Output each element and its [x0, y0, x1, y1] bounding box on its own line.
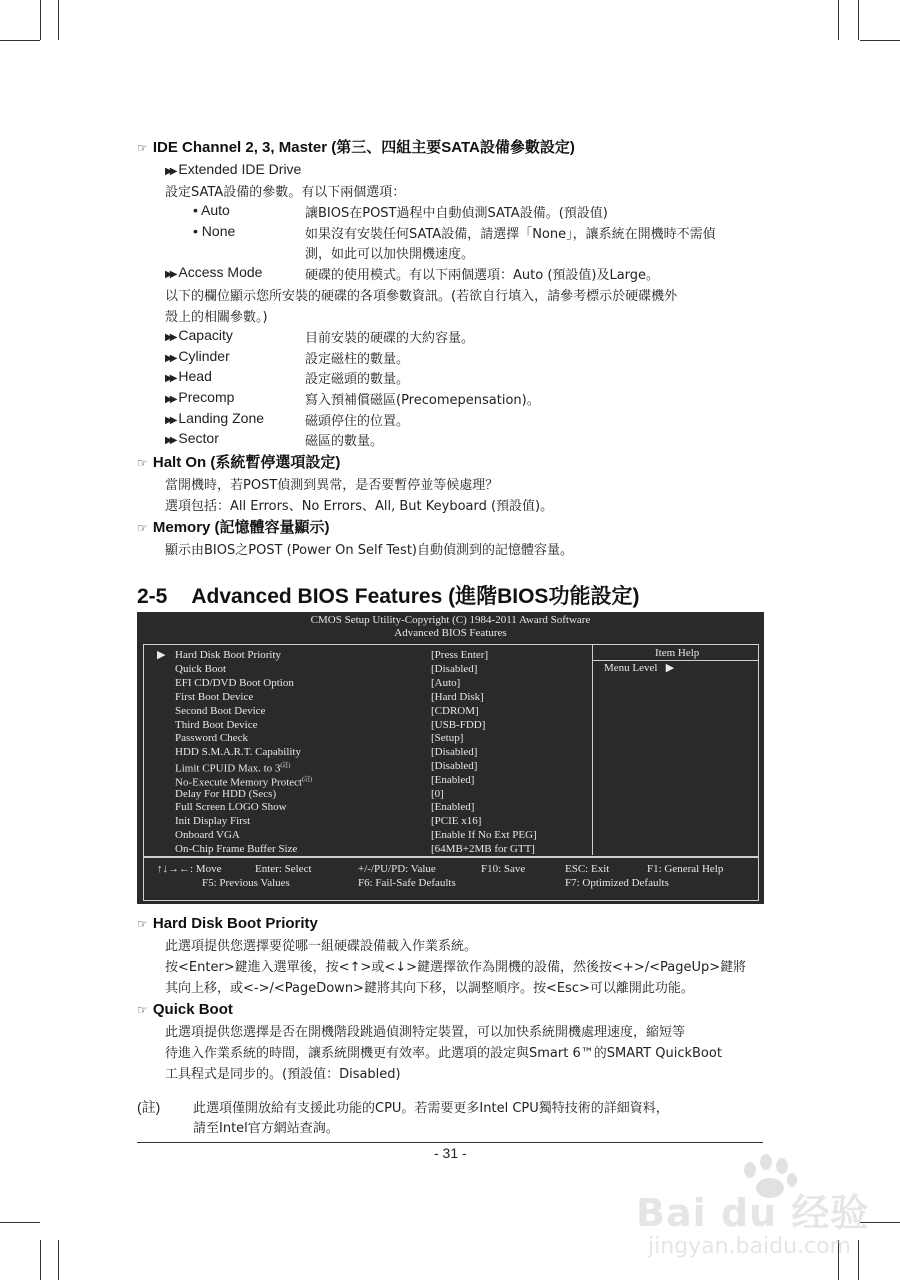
bios-header-2: Advanced BIOS Features [394, 627, 507, 639]
bios-item-value[interactable]: [Press Enter] [431, 649, 489, 661]
footer-save: F10: Save [481, 863, 526, 875]
double-arrow-icon: ▶▶ [165, 394, 175, 405]
crop-mark [0, 40, 40, 41]
bios-item-value[interactable]: [PCIE x16] [431, 815, 482, 827]
bios-item[interactable] [175, 829, 240, 841]
param-row [165, 430, 219, 446]
bios-item[interactable] [175, 705, 265, 717]
crop-mark [0, 1222, 40, 1223]
bios-item-name: EFI CD/DVD Boot Option [175, 677, 294, 689]
bios-screen [137, 612, 764, 904]
param-desc: 磁頭停住的位置。 [305, 414, 410, 429]
double-arrow-icon: ▶▶ [165, 435, 175, 446]
baidu-watermark [628, 1148, 878, 1268]
crop-mark [860, 40, 900, 41]
bios-item-name: Quick Boot [175, 663, 227, 675]
bios-item-value[interactable]: [64MB+2MB for GTT] [431, 843, 535, 855]
bios-item[interactable] [175, 677, 294, 689]
baidu-url: jingyan.baidu.com [648, 1234, 852, 1259]
footer-optimized: F7: Optimized Defaults [565, 877, 669, 889]
bios-item[interactable] [175, 815, 250, 827]
param-label: Head [178, 368, 212, 384]
memory-section [137, 516, 330, 537]
param-label: Sector [178, 430, 219, 446]
opt-auto-desc: 讓BIOS在POST過程中自動偵測SATA設備。(預設值) [305, 206, 608, 221]
param-label: Landing Zone [178, 410, 265, 426]
bios-item-name: HDD S.M.A.R.T. Capability [175, 746, 301, 758]
access-mode-desc: 硬碟的使用模式。有以下兩個選項：Auto (預設值)及Large。 [305, 268, 660, 283]
bios-item-value[interactable]: [Enable If No Ext PEG] [431, 829, 537, 841]
double-arrow-icon: ▶▶ [165, 332, 175, 343]
double-arrow-icon: ▶▶ [165, 166, 175, 177]
note-marker: (註) [302, 777, 313, 783]
param-row [165, 327, 233, 343]
hdbp-line-1: 此選項提供您選擇要從哪一組硬碟設備載入作業系統。 [165, 939, 478, 954]
qb-section [137, 999, 233, 1018]
double-arrow-icon: ▶▶ [165, 415, 175, 426]
pointing-hand-icon: ☞ [137, 141, 148, 155]
bios-item[interactable] [175, 843, 297, 855]
footer-move: ↑↓→←: Move [157, 863, 222, 875]
pointing-hand-icon: ☞ [137, 521, 148, 535]
ide-desc: 設定SATA設備的參數。有以下兩個選項： [165, 185, 406, 200]
bios-item-name: Second Boot Device [175, 705, 266, 717]
param-desc: 設定磁頭的數量。 [305, 372, 410, 387]
hdbp-heading: Hard Disk Boot Priority [152, 915, 318, 932]
hdbp-line-2: 按<Enter>鍵進入選單後，按<↑>或<↓>鍵選擇欲作為開機的設備，然後按<+>/<PageUp>鍵將 [165, 960, 747, 975]
page-number: - 31 - [434, 1145, 467, 1161]
footer-prev: F5: Previous Values [202, 877, 290, 889]
param-row [165, 368, 212, 384]
qb-line-1: 此選項提供您選擇是否在開機階段跳過偵測特定裝置，可以加快系統開機處理速度，縮短等 [165, 1025, 686, 1040]
param-label: Cylinder [178, 348, 230, 364]
footer-rule [137, 1142, 763, 1143]
bios-item-name: Full Screen LOGO Show [175, 801, 287, 813]
qb-heading: Quick Boot [152, 1001, 233, 1018]
bios-item[interactable] [175, 663, 226, 675]
bios-item[interactable] [175, 746, 301, 758]
crop-mark [58, 0, 59, 40]
double-arrow-icon: ▶▶ [165, 353, 175, 364]
pointing-hand-icon: ☞ [137, 1003, 148, 1017]
memory-heading: Memory (記憶體容量顯示) [152, 519, 330, 536]
bios-item-name: On-Chip Frame Buffer Size [175, 843, 298, 855]
footer-enter: Enter: Select [255, 863, 312, 875]
halt-heading: Halt On (系統暫停選項設定) [152, 454, 341, 471]
bios-item[interactable] [175, 719, 257, 731]
bios-item[interactable] [175, 691, 253, 703]
note-marker: (註) [280, 763, 291, 769]
section-title-text: Advanced BIOS Features (進階BIOS功能設定) [191, 585, 640, 608]
crop-mark [58, 1240, 59, 1280]
bios-item[interactable] [175, 788, 276, 800]
bios-item[interactable] [175, 801, 287, 813]
access-mode [165, 264, 262, 280]
halt-line-2: 選項包括：All Errors、No Errors、All, But Keyboard (預設值)。 [165, 499, 554, 514]
halt-section [137, 451, 340, 472]
hdbp-section [137, 913, 318, 932]
qb-line-2: 待進入作業系統的時間，讓系統開機更有效率。此選項的設定與Smart 6™的SMART QuickBoot [165, 1046, 722, 1061]
footer-help: F1: General Help [647, 863, 724, 875]
bios-item[interactable] [175, 649, 281, 661]
bios-item[interactable] [175, 732, 248, 744]
crop-mark [40, 1240, 41, 1280]
opt-none-label: • None [193, 223, 236, 239]
bios-item-name: Onboard VGA [175, 829, 240, 841]
param-label: Precomp [178, 389, 235, 405]
opt-none-desc-2: 測，如此可以加快開機速度。 [305, 247, 475, 262]
bios-divider [592, 645, 593, 855]
opt-none-desc-1: 如果沒有安裝任何SATA設備，請選擇「None」，讓系統在開機時不需偵 [305, 227, 716, 242]
bios-item-value[interactable]: [Hard Disk] [431, 691, 484, 703]
bios-header-1: CMOS Setup Utility-Copyright (C) 1984-2011 Award Software [310, 614, 591, 626]
crop-mark [40, 0, 41, 40]
param-desc: 目前安裝的硬碟的大約容量。 [305, 331, 475, 346]
access-mode-label: Access Mode [178, 264, 263, 280]
bios-item-value[interactable]: [CDROM] [431, 705, 479, 717]
menu-level-label: Menu Level [604, 662, 658, 674]
bios-item-name: Init Display First [175, 815, 251, 827]
baidu-logo-text: Bai du 经验 [636, 1191, 870, 1235]
double-arrow-icon: ▶▶ [165, 373, 175, 384]
bios-item-value[interactable]: [Disabled] [431, 760, 478, 772]
note-mark: (註) [137, 1099, 161, 1115]
params-para-2: 殼上的相關參數。) [165, 310, 268, 325]
pointing-hand-icon: ☞ [137, 917, 148, 931]
bios-item-value[interactable]: [0] [431, 788, 444, 800]
memory-line-1: 顯示由BIOS之POST (Power On Self Test)自動偵測到的記憶體容量。 [165, 543, 573, 558]
qb-line-3: 工具程式是同步的。(預設值：Disabled) [165, 1067, 401, 1082]
ide-section [137, 136, 575, 157]
param-label: Capacity [178, 327, 233, 343]
bios-item[interactable] [175, 774, 312, 789]
param-desc: 寫入預補償磁區(Precomepensation)。 [305, 393, 540, 408]
bios-item-name: Password Check [175, 732, 249, 744]
ide-sub-label: Extended IDE Drive [178, 161, 302, 177]
double-arrow-icon: ▶▶ [165, 269, 175, 280]
param-desc: 磁區的數量。 [305, 434, 384, 449]
bios-item-value[interactable]: [Auto] [431, 677, 461, 689]
ide-sub [165, 161, 301, 177]
hdbp-line-3: 其向上移，或<->/<PageDown>鍵將其向下移，以調整順序。按<Esc>可以離開此功能。 [165, 981, 694, 996]
bios-item-name: First Boot Device [175, 691, 254, 703]
param-row [165, 389, 234, 405]
bios-item-value[interactable]: [Disabled] [431, 746, 478, 758]
menu-level-arrow-icon: ▶ [665, 662, 675, 674]
footer-value: +/-/PU/PD: Value [358, 863, 436, 875]
pointing-hand-icon: ☞ [137, 456, 148, 470]
bios-item-value[interactable]: [Disabled] [431, 663, 478, 675]
note-line-2: 請至Intel官方網站查詢。 [193, 1121, 339, 1136]
param-row [165, 348, 230, 364]
ide-heading: IDE Channel 2, 3, Master (第三、四組主要SATA設備參數設定) [152, 139, 575, 156]
bios-item-value[interactable]: [Enabled] [431, 801, 475, 813]
crop-mark [838, 0, 839, 40]
section-title [137, 580, 639, 610]
bios-item-name: Delay For HDD (Secs) [175, 788, 277, 800]
param-desc: 設定磁柱的數量。 [305, 352, 410, 367]
bios-item[interactable] [175, 760, 290, 775]
halt-line-1: 當開機時，若POST偵測到異常，是否要暫停並等候處理？ [165, 478, 499, 493]
bios-item-value[interactable]: [Enabled] [431, 774, 475, 786]
bios-item-value[interactable]: [USB-FDD] [431, 719, 486, 731]
bios-item-name: Third Boot Device [175, 719, 258, 731]
param-row [165, 410, 264, 426]
bios-item-name: Hard Disk Boot Priority [175, 649, 282, 661]
params-para-1: 以下的欄位顯示您所安裝的硬碟的各項參數資訊。(若欲自行填入，請參考標示於硬碟機外 [165, 289, 678, 304]
bios-item-name: No-Execute Memory Protect [175, 776, 303, 789]
section-number: 2-5 [137, 585, 168, 608]
bios-pointer-icon: ▶ [157, 649, 166, 661]
footer-failsafe: F6: Fail-Safe Defaults [358, 877, 456, 889]
item-help-title: Item Help [655, 647, 700, 659]
bios-item-value[interactable]: [Setup] [431, 732, 464, 744]
menu-level [604, 661, 674, 674]
bios-item-name: Limit CPUID Max. to 3 [175, 762, 281, 775]
crop-mark [858, 0, 859, 40]
footer-esc: ESC: Exit [565, 863, 610, 875]
opt-auto-label: • Auto [193, 202, 230, 218]
note-line-1: 此選項僅開放給有支援此功能的CPU。若需要更多Intel CPU獨特技術的詳細資料， [193, 1101, 669, 1116]
